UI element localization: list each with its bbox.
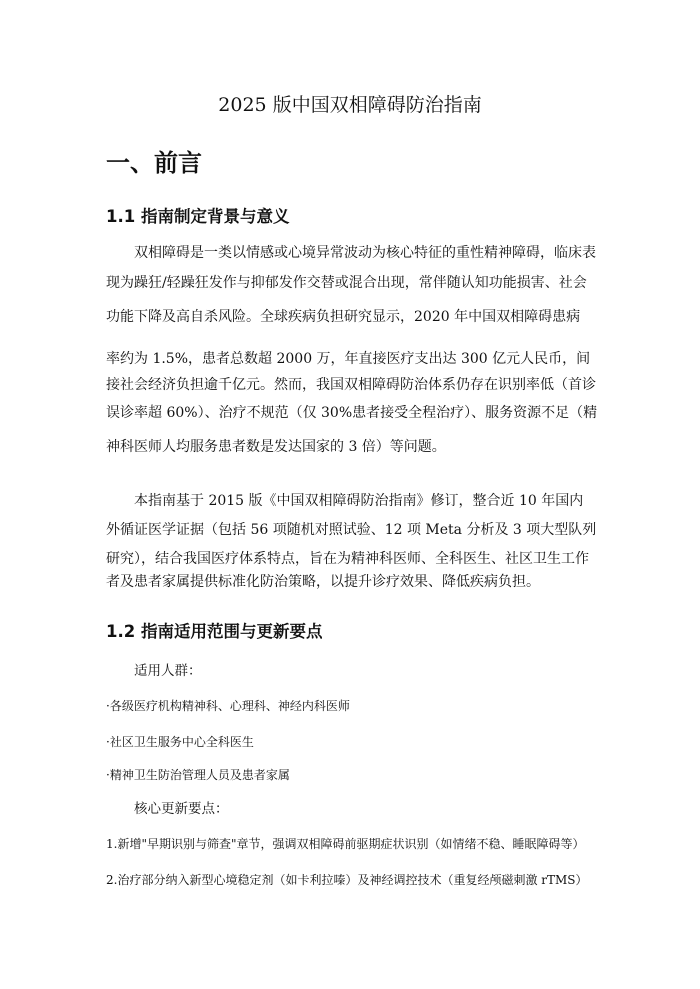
paragraph-line: 误诊率超 60%）、治疗不规范（仅 30%患者接受全程治疗）、服务资源不足（精 [106,405,598,421]
list-item: ·精神卫生防治管理人员及患者家属 [106,768,290,782]
document-title: 2025 版中国双相障碍防治指南 [218,94,482,116]
paragraph-line: 率约为 1.5%，患者总数超 2000 万，年直接医疗支出达 300 亿元人民币，间 [106,351,591,367]
subsection-heading-scope: 1.2 指南适用范围与更新要点 [106,622,323,641]
list-item: ·各级医疗机构精神科、心理科、神经内科医师 [106,699,350,713]
core-updates-label: 核心更新要点： [134,801,229,817]
list-item: ·社区卫生服务中心全科医生 [106,735,254,749]
paragraph-background [106,242,602,462]
paragraph-line: 接社会经济负担逾千亿元。然而，我国双相障碍防治体系仍存在识别率低（首诊 [106,377,596,393]
paragraph-line: 本指南基于 2015 版《中国双相障碍防治指南》修订，整合近 10 年国内 [134,493,584,509]
paragraph-line: 者及患者家属提供标准化防治策略，以提升诊疗效果、降低疾病负担。 [106,574,540,590]
paragraph-line: 现为躁狂/轻躁狂发作与抑郁发作交替或混合出现，常伴随认知功能损害、社会 [106,275,587,291]
subsection-heading-background: 1.1 指南制定背景与意义 [106,207,290,226]
paragraph-line: 功能下降及高自杀风险。全球疾病负担研究显示，2020 年中国双相障碍患病 [106,309,581,325]
paragraph-purpose [106,490,602,600]
paragraph-line: 双相障碍是一类以情感或心境异常波动为核心特征的重性精神障碍，临床表 [134,245,596,261]
applicable-population-label: 适用人群： [134,663,202,679]
list-item: 2.治疗部分纳入新型心境稳定剂（如卡利拉嗪）及神经调控技术（重复经颅磁刺激 rTMS） [106,873,588,887]
list-item: 1.新增"早期识别与筛查"章节，强调双相障碍前驱期症状识别（如情绪不稳、睡眠障碍等） [106,837,585,851]
section-heading-preface: 一、前言 [106,149,202,177]
paragraph-line: 研究），结合我国医疗体系特点，旨在为精神科医师、全科医生、社区卫生工作 [106,551,589,567]
paragraph-line: 外循证医学证据（包括 56 项随机对照试验、12 项 Meta 分析及 3 项大型队列 [106,522,597,538]
paragraph-line: 神科医师人均服务患者数是发达国家的 3 倍）等问题。 [106,439,446,455]
